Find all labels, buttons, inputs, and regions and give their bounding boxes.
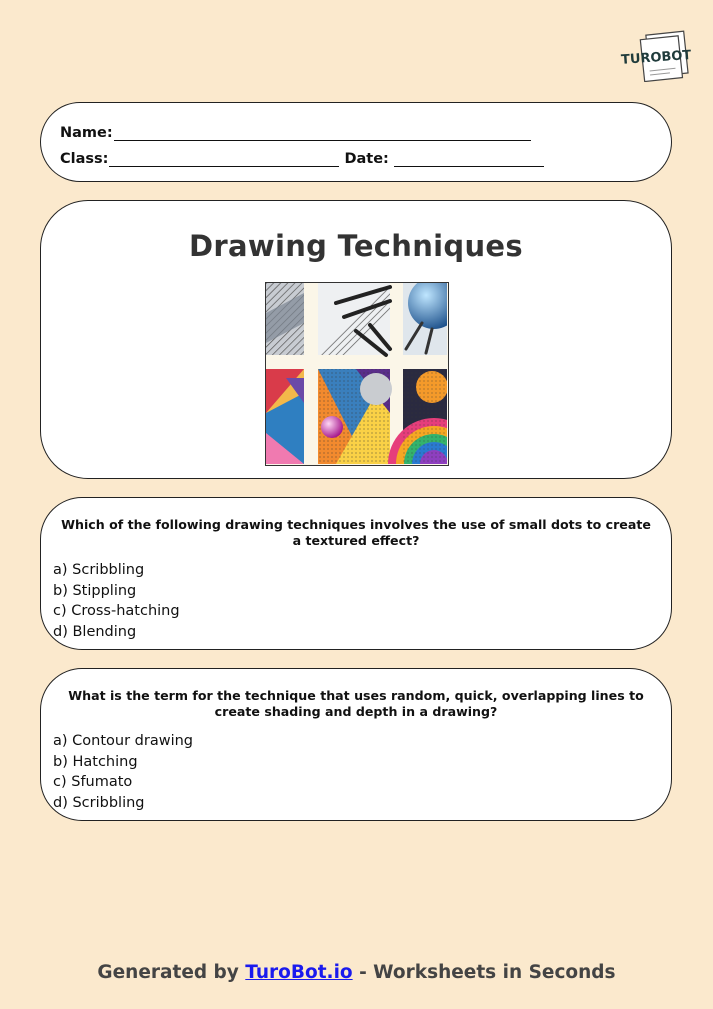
answer-option[interactable]: d) Blending <box>53 623 137 640</box>
footer-suffix: - Worksheets in Seconds <box>352 962 616 983</box>
answer-option[interactable]: a) Scribbling <box>53 562 145 578</box>
date-field[interactable] <box>394 153 544 167</box>
logo-text: TUROBOT <box>620 47 692 68</box>
answer-option[interactable]: d) Scribbling <box>53 794 145 811</box>
answer-option[interactable]: c) Cross-hatching <box>53 603 180 619</box>
page-title: Drawing Techniques <box>189 229 523 263</box>
name-label: Name: <box>60 125 113 141</box>
title-card <box>40 200 672 479</box>
answer-option[interactable]: b) Stippling <box>53 582 137 599</box>
drawing-techniques-illustration <box>265 282 449 466</box>
answer-option[interactable]: b) Hatching <box>53 753 138 770</box>
answer-options <box>53 560 180 642</box>
answer-options <box>53 731 193 813</box>
answer-option[interactable]: a) Contour drawing <box>53 733 193 749</box>
answer-option[interactable]: c) Sfumato <box>53 774 133 790</box>
class-field[interactable] <box>109 153 339 167</box>
name-field[interactable] <box>114 127 531 141</box>
class-date-row <box>60 151 544 167</box>
footer-prefix: Generated by <box>97 962 246 983</box>
turobot-logo <box>618 30 692 82</box>
date-label: Date: <box>344 151 389 167</box>
student-info-box <box>40 102 672 182</box>
turobot-link[interactable]: TuroBot.io <box>245 962 353 983</box>
question-card-1 <box>40 497 672 650</box>
question-text: What is the term for the technique that uses random, quick, overlapping lines to create shading and depth in a drawing? <box>68 688 644 719</box>
class-label: Class: <box>60 151 109 167</box>
question-text: Which of the following drawing techniques involves the use of small dots to create a textured effect? <box>61 517 651 548</box>
footer <box>0 962 713 983</box>
question-card-2 <box>40 668 672 821</box>
name-row <box>60 125 531 141</box>
